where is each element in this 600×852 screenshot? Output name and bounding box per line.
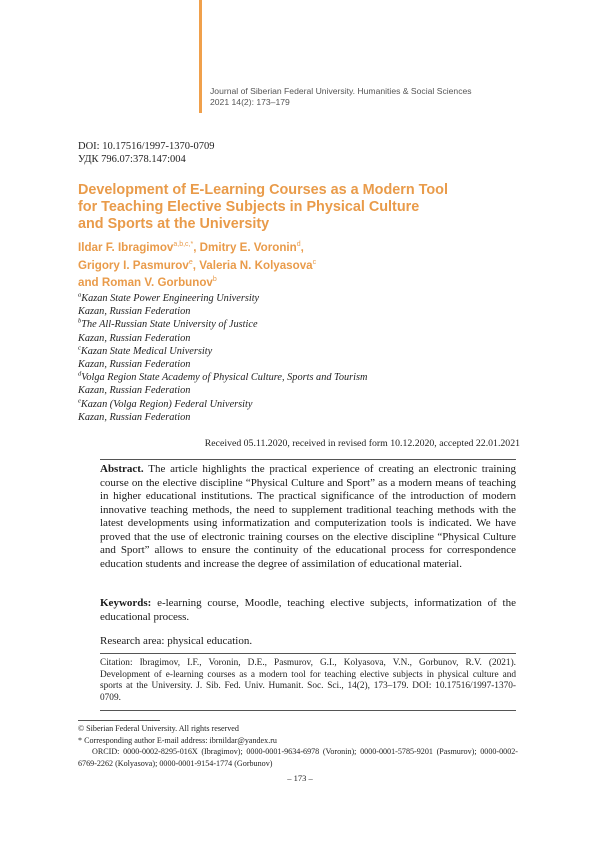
- footnote-rule: [78, 720, 160, 721]
- author-name: Valeria N. Kolyasova: [199, 258, 313, 272]
- research-area-value: physical education.: [167, 635, 253, 647]
- abstract: [100, 463, 516, 571]
- research-area-label: Research area:: [100, 635, 165, 647]
- keywords: [100, 597, 516, 624]
- affiliation-mark: c: [78, 344, 81, 352]
- affiliation-mark: b: [78, 317, 82, 325]
- identifiers: [78, 140, 215, 166]
- affiliation-org: [78, 345, 367, 358]
- journal-name: Journal of Siberian Federal University. Humanities & Social Sciences: [210, 86, 472, 96]
- corresponding-author-note: * Corresponding author E-mail address: ibrnildar@yandex.ru: [78, 735, 277, 745]
- author-separator: ,: [192, 258, 200, 272]
- author-line: [78, 257, 518, 275]
- journal-issue: 2021 14(2): 173–179: [210, 97, 290, 107]
- author-line: [78, 239, 518, 257]
- copyright-note: © Siberian Federal University. All rights reserved: [78, 724, 239, 733]
- author-list: [78, 239, 518, 292]
- affiliation-org-name: Kazan (Volga Region) Federal University: [80, 398, 253, 410]
- author-affiliation-mark: e: [188, 258, 193, 266]
- author-affiliation-mark: a,b,c,*: [173, 241, 194, 249]
- keywords-text: e-learning course, Moodle, teaching elective subjects, informatization of the educational process.: [100, 597, 516, 623]
- affiliation-mark: d: [78, 370, 82, 378]
- title-line: for Teaching Elective Subjects in Physical Culture: [78, 199, 420, 215]
- author-name: Dmitry E. Voronin: [199, 241, 297, 254]
- abstract-text: The article highlights the practical experience of creating an electronic training course on the elective discipline “Physical Culture and Sport” as a modern means of teaching in higher educational institutions. The practical significance of the introduction of modern innovative teaching methods, the need to supplement traditional teaching methods with the latest developments using informatization and computerization tools is indicated. We have proved that the use of electronic training courses on the elective discipline “Physical Culture and Sport” allows to ensure the continuity of the educational process for correspondence education students and increase the degree of assimilation of educational material.: [100, 463, 516, 570]
- citation-bottom-rule: [100, 710, 516, 711]
- author-affiliation-mark: d: [296, 241, 301, 249]
- keywords-label: Keywords:: [100, 597, 152, 609]
- affiliation-place: Kazan, Russian Federation: [78, 306, 191, 318]
- affiliation-org: [78, 398, 367, 411]
- footnotes: [78, 720, 518, 769]
- author-separator: ,: [300, 241, 304, 254]
- author-affiliation-mark: c: [312, 258, 317, 266]
- udk: УДК 796.07:378.147:004: [78, 154, 186, 165]
- affiliation-place: Kazan, Russian Federation: [78, 332, 191, 344]
- citation: Citation: Ibragimov, I.F., Voronin, D.E., Pasmurov, G.I., Kolyasova, V.N., Gorbunov, R.V. (2021). Development of e-learning courses as a modern tool for teaching elective subjects in physical culture and sports at the University. J. Sib. Fed. Univ. Humanit. Soc. Sci., 14(2), 173–179. DOI: 10.17516/1997-1370-0709.: [100, 658, 516, 703]
- citation-top-rule: [100, 653, 516, 654]
- research-area: [100, 635, 516, 649]
- affiliation-list: [78, 292, 367, 424]
- affiliation-mark: e: [78, 397, 81, 405]
- page-number: – 173 –: [287, 773, 313, 783]
- author-name: Ildar F. Ibragimov: [78, 241, 174, 254]
- journal-accent-bar: [199, 0, 202, 113]
- journal-header: [210, 86, 472, 108]
- title-line: and Sports at the University: [78, 216, 270, 232]
- received-dates: Received 05.11.2020, received in revised form 10.12.2020, accepted 22.01.2021: [204, 438, 520, 449]
- author-affiliation-mark: b: [212, 276, 217, 284]
- affiliation-org-name: Kazan State Power Engineering University: [81, 293, 260, 304]
- abstract-top-rule: [100, 459, 516, 460]
- abstract-label: Abstract.: [100, 463, 144, 475]
- affiliation-place: Kazan, Russian Federation: [78, 385, 191, 397]
- author-name: and Roman V. Gorbunov: [78, 276, 213, 289]
- author-line: [78, 274, 518, 292]
- affiliation-org: [78, 292, 367, 305]
- article-title: [78, 182, 478, 233]
- affiliation-place: Kazan, Russian Federation: [78, 411, 191, 423]
- author-separator: ,: [193, 241, 200, 254]
- title-line: Development of E-Learning Courses as a Modern Tool: [78, 182, 448, 198]
- author-name: Grigory I. Pasmurov: [78, 258, 189, 272]
- affiliation-org: [78, 371, 367, 384]
- affiliation-org-name: The All-Russian State University of Justice: [81, 319, 258, 331]
- doi[interactable]: DOI: 10.17516/1997-1370-0709: [78, 141, 215, 152]
- affiliation-org: [78, 318, 367, 331]
- affiliation-org-name: Volga Region State Academy of Physical Culture, Sports and Tourism: [81, 372, 368, 384]
- affiliation-place: Kazan, Russian Federation: [78, 359, 191, 371]
- affiliation-mark: a: [78, 291, 82, 299]
- orcid-note: ORCID: 0000-0002-8295-016X (Ibragimov); 0000-0001-9634-6978 (Voronin); 0000-0001-5785-9201 (Pasmurov); 0000-0002-6769-2262 (Kolyasova); 0000-0001-9154-1774 (Gorbunov): [78, 747, 518, 768]
- affiliation-org-name: Kazan State Medical University: [80, 345, 213, 357]
